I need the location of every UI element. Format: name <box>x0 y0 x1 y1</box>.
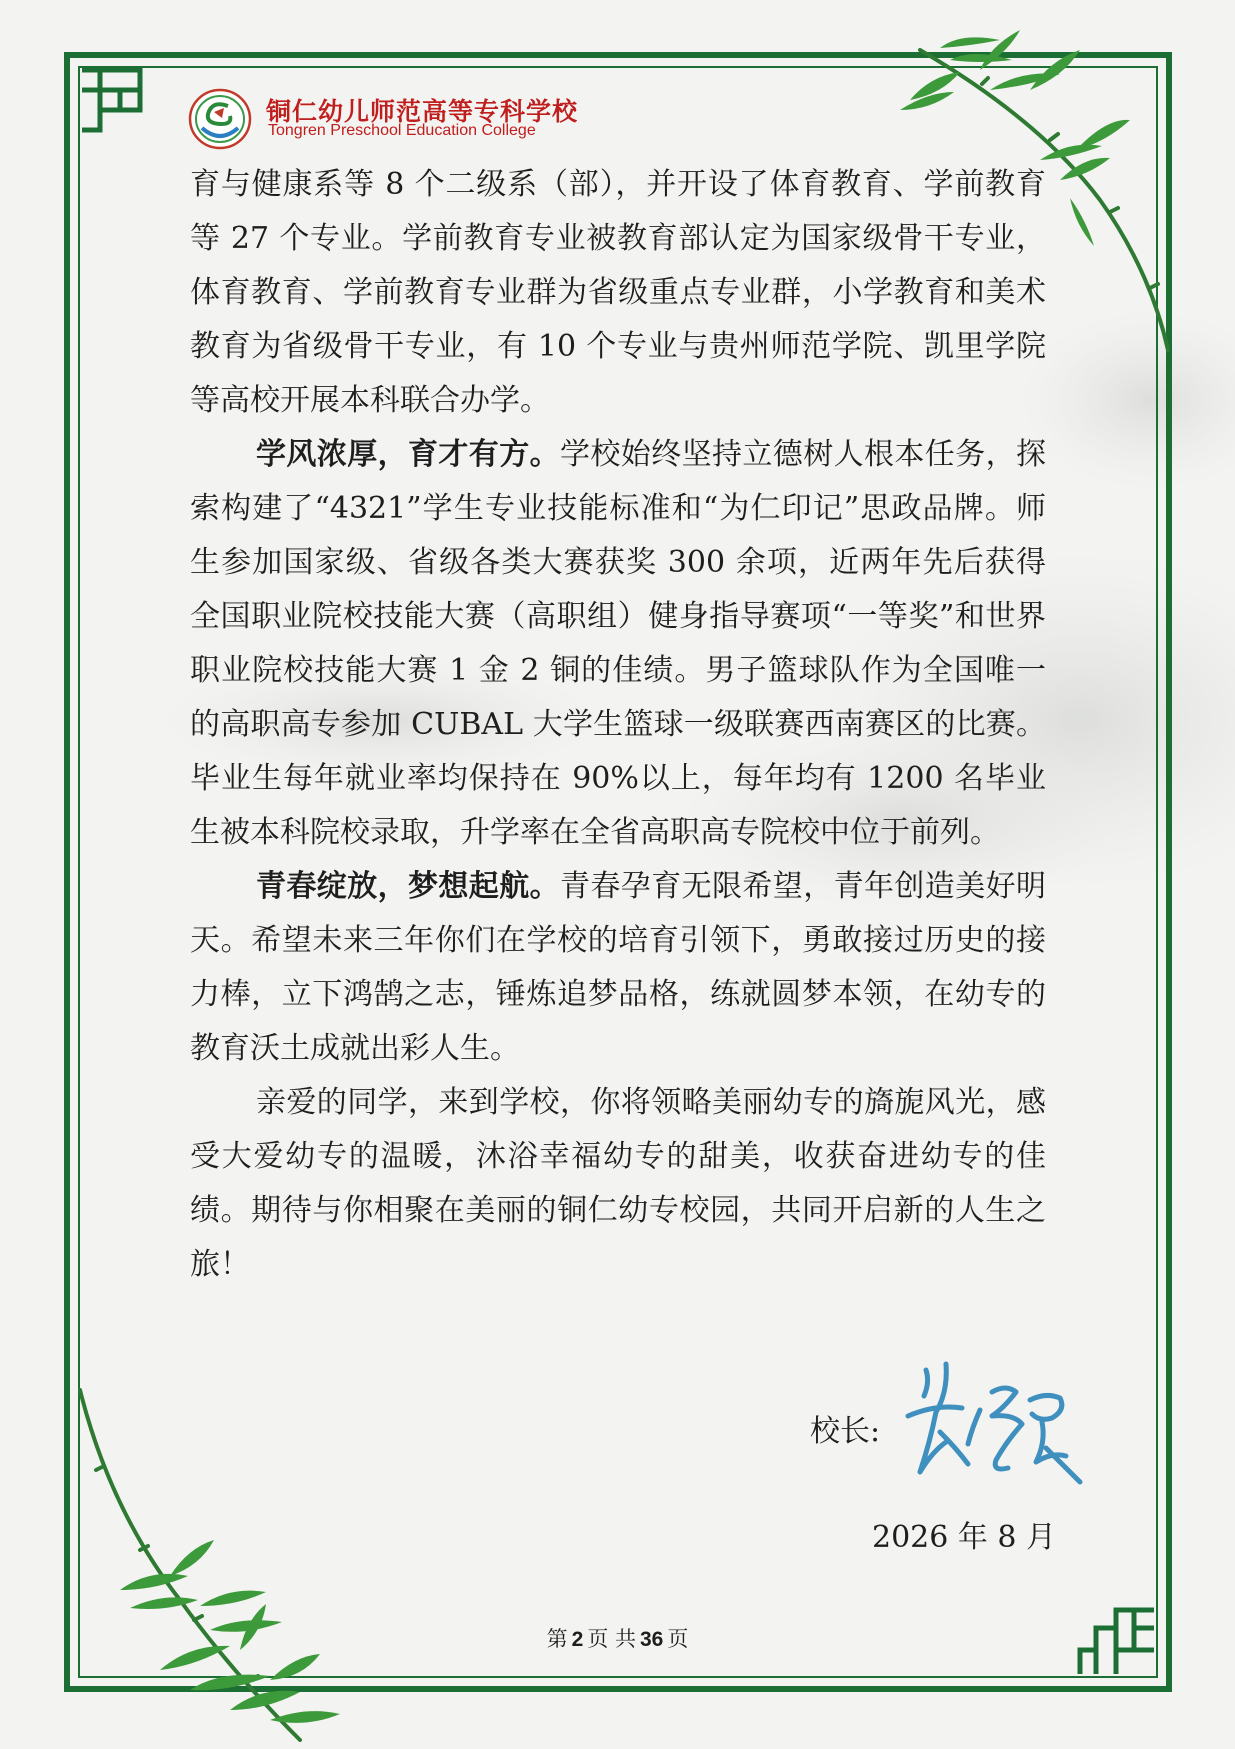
bamboo-bottom-left <box>70 1380 370 1749</box>
paragraph-4: 亲爱的同学，来到学校，你将领略美丽幼专的旖旎风光，感受大爱幼专的温暖，沐浴幸福幼专的甜美，收获奋进幼专的佳绩。期待与你相聚在美丽的铜仁幼专校园，共同开启新的人生之旅！ <box>190 1085 1046 1282</box>
paragraph-3-heading: 青春绽放，梦想起航。 <box>256 869 560 904</box>
page-number-middle: 页 共 <box>587 1627 636 1651</box>
paragraph-3 <box>190 860 1046 1076</box>
paragraph-1: 育与健康系等 8 个二级系（部），并开设了体育教育、学前教育等 27 个专业。学前教育专业被教育部认定为国家级骨干专业，体育教育、学前教育专业群为省级重点专业群，小学教育和美术教育为省级骨干专业，有 10 个专业与贵州师范学院、凯里学院等高校开展本科联合办学。 <box>190 167 1046 418</box>
school-logo-icon <box>188 88 252 150</box>
school-header <box>188 88 588 150</box>
principal-signature <box>896 1352 1086 1492</box>
page-number <box>0 1623 1235 1653</box>
signature-date: 2026 年 8 月 <box>872 1520 1057 1555</box>
principal-label: 校长: <box>810 1414 881 1449</box>
lattice-corner-top-left <box>80 68 160 136</box>
paragraph-2-text: 学校始终坚持立德树人根本任务，探索构建了“4321”学生专业技能标准和“为仁印记”思政品牌。师生参加国家级、省级各类大赛获奖 300 余项，近两年先后获得全国职业院校技能大赛（高职组）健身指导赛项“一等奖”和世界职业院校技能大赛 1 金 2 铜的佳绩。男子篮球队作为全国唯一的高职高专参加 CUBAL 大学生篮球一级联赛西南赛区的比赛。毕业生每年就业率均保持在 90%以上，每年均有 1200 名毕业生被本科院校录取，升学率在全省高职高专院校中位于前列。 <box>190 437 1046 850</box>
letter-body <box>190 158 1046 1292</box>
paragraph-2 <box>190 428 1046 860</box>
page-number-suffix: 页 <box>667 1627 689 1651</box>
school-name-en: Tongren Preschool Education College <box>268 122 536 139</box>
paragraph-3-text: 青春孕育无限希望，青年创造美好明天。希望未来三年你们在学校的培育引领下，勇敢接过历史的接力棒，立下鸿鹄之志，锤炼追梦品格，练就圆梦本领，在幼专的教育沃土成就出彩人生。 <box>190 869 1046 1066</box>
paragraph-2-heading: 学风浓厚，育才有方。 <box>256 437 560 472</box>
school-name-cn: 铜仁幼儿师范高等专科学校 <box>266 97 579 126</box>
current-page: 2 <box>571 1628 584 1651</box>
total-pages: 36 <box>640 1628 664 1651</box>
page-number-prefix: 第 <box>546 1627 568 1651</box>
